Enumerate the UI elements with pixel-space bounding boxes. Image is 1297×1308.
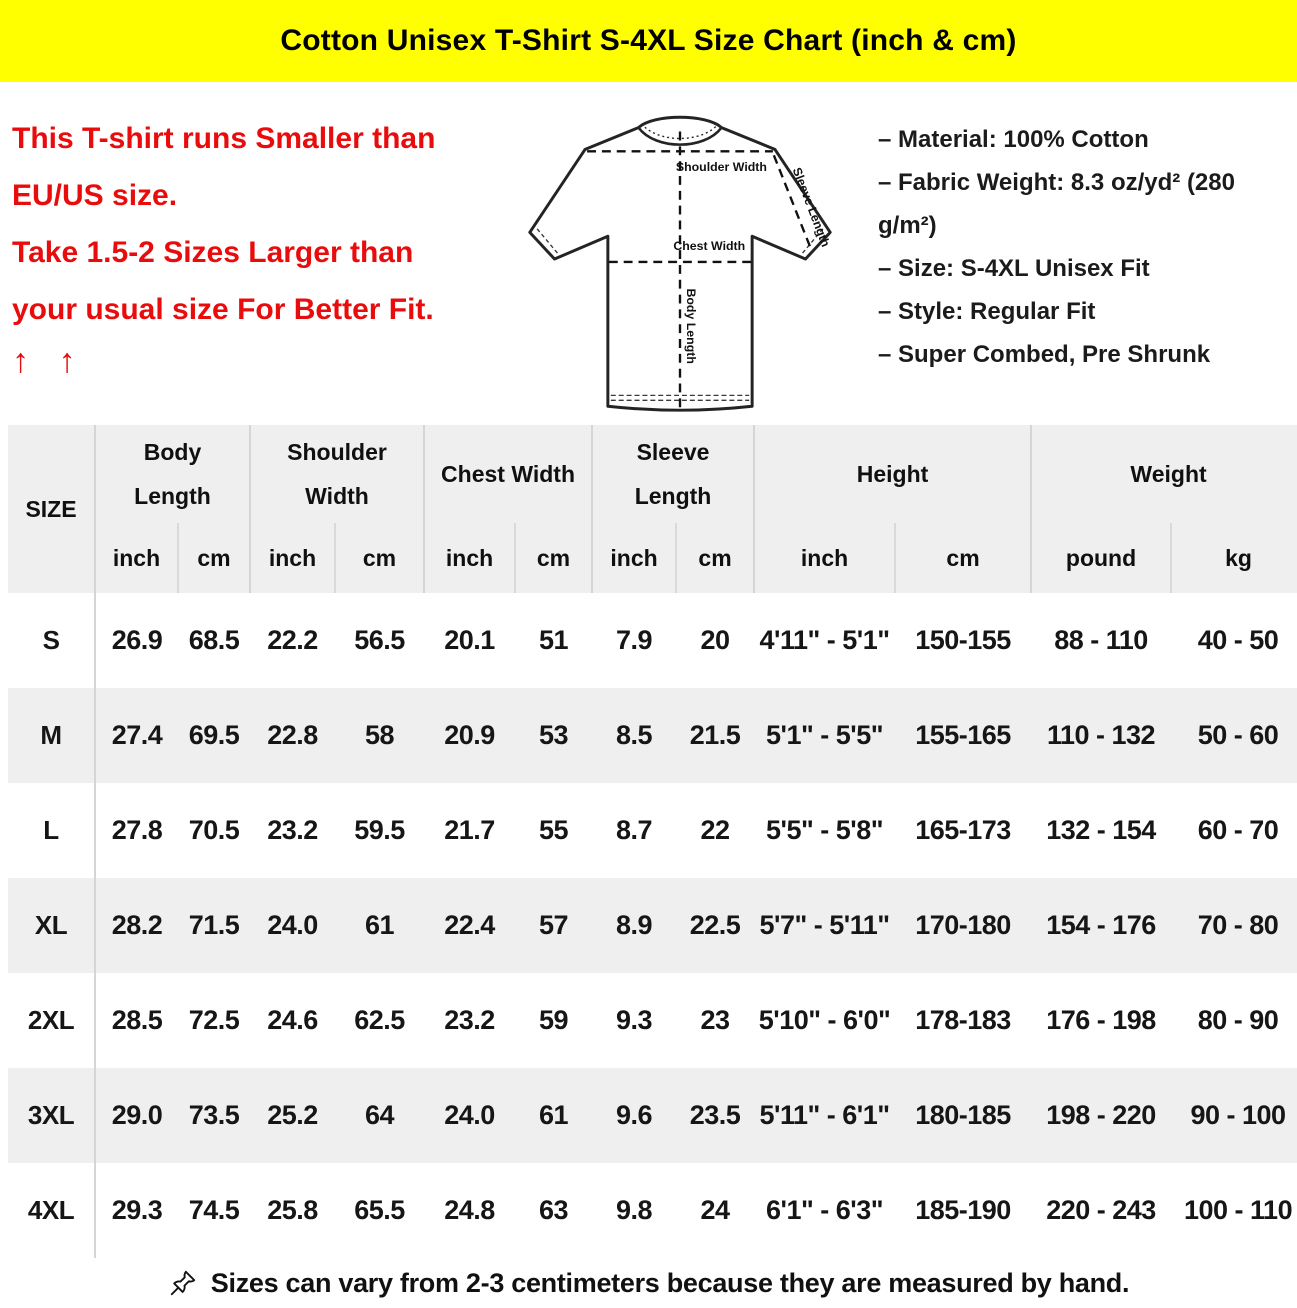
table-cell: 176 - 198 [1046,1005,1156,1035]
unit-header: inch [754,523,895,593]
unit-header: cm [178,523,250,593]
table-cell: 80 - 90 [1197,1005,1279,1035]
table-cell: 9.8 [616,1195,653,1225]
chest-width-label: Chest Width [673,239,746,254]
size-row-label: M [40,720,62,750]
size-row-label: L [43,815,59,845]
table-cell: 165-173 [915,815,1011,845]
table-cell: 110 - 132 [1046,720,1156,750]
table-cell: 24.8 [444,1195,495,1225]
table-cell: 65.5 [354,1195,405,1225]
table-cell: 4'11" - 5'1" [759,625,890,655]
table-cell: 21.7 [444,815,495,845]
table-cell: 22 [700,815,730,845]
table-cell: 70 - 80 [1197,910,1279,940]
table-cell: 23 [700,1005,730,1035]
table-cell: 5'1" - 5'5" [766,720,884,750]
table-cell: 5'10" - 6'0" [758,1005,891,1035]
table-cell: 24.6 [267,1005,318,1035]
size-row-label: XL [34,910,68,940]
shoulder-width-label: Shoulder Width [675,160,767,175]
table-cell: 27.4 [95,688,178,783]
table-cell: 9.3 [616,1005,653,1035]
footer-note [0,1258,1297,1308]
table-cell: 28.5 [95,973,178,1068]
table-cell: 29.0 [95,1068,178,1163]
table-row [8,593,1297,688]
table-cell: 21.5 [689,720,741,750]
table-cell: 20 [700,625,730,655]
table-cell: 150-155 [915,625,1011,655]
table-cell: 57 [539,910,569,940]
table-row [8,973,1297,1068]
table-cell: 23.2 [444,1005,495,1035]
table-row [8,1068,1297,1163]
header-line: Height [856,461,929,487]
table-cell: 22.8 [267,720,318,750]
table-cell: 71.5 [188,910,240,940]
table-cell: 8.5 [616,720,653,750]
table-cell: 74.5 [188,1195,240,1225]
fit-notice [8,92,510,425]
sleeve-length-label: Sleeve Length [789,165,833,249]
table-cell: 5'11" - 6'1" [759,1100,890,1130]
table-cell: 198 - 220 [1046,1100,1156,1130]
shoulder-width-header [250,425,424,523]
detail-item-combed: – Super Combed, Pre Shrunk [878,341,1211,368]
header-line: Length [634,483,712,509]
table-cell: 185-190 [915,1195,1011,1225]
table-cell: 26.9 [95,593,178,688]
table-cell: 53 [539,720,569,750]
header-line: Width [305,483,369,509]
unit-header: cm [895,523,1031,593]
height-header [754,425,1031,523]
table-cell: 51 [539,625,569,655]
table-cell: 68.5 [188,625,240,655]
table-cell: 180-185 [915,1100,1011,1130]
size-row-label: 2XL [27,1005,75,1035]
footer-note-text: Sizes can vary from 2-3 centimeters because they are measured by hand. [210,1267,1130,1298]
detail-item-size: – Size: S-4XL Unisex Fit [878,255,1150,282]
fit-notice-line: EU/US size. [12,179,178,212]
size-row-label: 4XL [27,1195,75,1225]
fit-notice-line: your usual size For Better Fit. [12,293,434,326]
weight-header [1031,425,1297,523]
table-cell: 25.8 [267,1195,318,1225]
table-cell: 29.3 [95,1163,178,1258]
table-cell: 88 - 110 [1054,625,1148,655]
table-cell: 72.5 [188,1005,240,1035]
table-cell: 59 [539,1005,569,1035]
table-cell: 170-180 [915,910,1011,940]
size-column-header: SIZE [8,425,95,593]
table-cell: 59.5 [354,815,405,845]
table-cell: 55 [539,815,569,845]
tshirt-diagram [510,92,852,425]
table-cell: 27.8 [95,783,178,878]
unit-header: inch [424,523,515,593]
table-cell: 20.1 [444,625,495,655]
header-line: Sleeve [636,439,710,465]
size-row-label: S [42,625,60,655]
table-cell: 61 [364,910,395,940]
table-cell: 22.5 [689,910,741,940]
table-cell: 100 - 110 [1183,1195,1293,1225]
table-cell: 5'5" - 5'8" [766,815,884,845]
header-group-row [8,425,1297,523]
sleeve-length-header [592,425,754,523]
info-section [0,82,1297,425]
table-row [8,688,1297,783]
fit-notice-line: Take 1.5-2 Sizes Larger than [12,236,414,269]
unit-header: inch [592,523,676,593]
table-cell: 25.2 [267,1100,318,1130]
table-cell: 90 - 100 [1190,1100,1286,1130]
table-cell: 56.5 [354,625,405,655]
chest-width-header [424,425,592,523]
page-title: Cotton Unisex T-Shirt S-4XL Size Chart (inch & cm) [280,24,1017,57]
table-cell: 64 [364,1100,395,1130]
table-cell: 6'1" - 6'3" [766,1195,884,1225]
table-cell: 24.0 [444,1100,495,1130]
size-row-label: 3XL [27,1100,75,1130]
table-cell: 22.2 [267,625,318,655]
table-cell: 61 [539,1100,569,1130]
body-length-label: Body Length [683,288,698,364]
unit-header: kg [1171,523,1297,593]
table-cell: 23.2 [267,815,318,845]
table-cell: 8.7 [616,815,653,845]
table-cell: 24 [700,1195,730,1225]
table-cell: 155-165 [915,720,1011,750]
header-line: Length [134,483,211,509]
header-line: Shoulder [287,439,387,465]
table-cell: 60 - 70 [1197,815,1279,845]
table-cell: 23.5 [689,1100,741,1130]
fit-notice-line: This T-shirt runs Smaller than [12,122,436,155]
table-cell: 50 - 60 [1197,720,1279,750]
table-cell: 63 [539,1195,569,1225]
table-cell: 178-183 [915,1005,1011,1035]
detail-item-material: – Material: 100% Cotton [878,126,1149,153]
table-row [8,783,1297,878]
table-cell: 70.5 [188,815,240,845]
title-banner [0,0,1297,82]
tshirt-illustration-icon [510,94,850,426]
unit-header: inch [250,523,335,593]
table-cell: 5'7" - 5'11" [759,910,890,940]
pushpin-icon [168,1268,198,1298]
table-cell: 7.9 [616,625,653,655]
up-arrows-icon: ↑ ↑ [12,342,86,380]
table-cell: 24.0 [267,910,318,940]
size-chart-table [8,425,1297,1258]
table-cell: 132 - 154 [1046,815,1156,845]
table-cell: 20.9 [444,720,495,750]
header-unit-row [8,523,1297,593]
table-cell: 40 - 50 [1197,625,1279,655]
table-cell: 22.4 [444,910,495,940]
product-details-list [852,92,1280,425]
unit-header: pound [1031,523,1171,593]
unit-header: cm [515,523,592,593]
table-cell: 28.2 [95,878,178,973]
table-cell: 8.9 [616,910,653,940]
unit-header: inch [95,523,178,593]
table-row [8,878,1297,973]
table-cell: 62.5 [354,1005,405,1035]
table-cell: 73.5 [188,1100,240,1130]
table-cell: 9.6 [616,1100,653,1130]
table-cell: 220 - 243 [1046,1195,1156,1225]
header-line: Chest Width [441,461,575,487]
unit-header: cm [676,523,754,593]
detail-item-style: – Style: Regular Fit [878,298,1096,325]
table-row [8,1163,1297,1258]
table-cell: 58 [364,720,395,750]
detail-item-fabric-weight: – Fabric Weight: 8.3 oz/yd² (280 g/m²) [878,169,1235,239]
header-line: Weight [1130,461,1207,487]
body-length-header [95,425,250,523]
header-line: Body [143,439,202,465]
table-cell: 154 - 176 [1046,910,1156,940]
unit-header: cm [335,523,424,593]
table-cell: 69.5 [188,720,240,750]
